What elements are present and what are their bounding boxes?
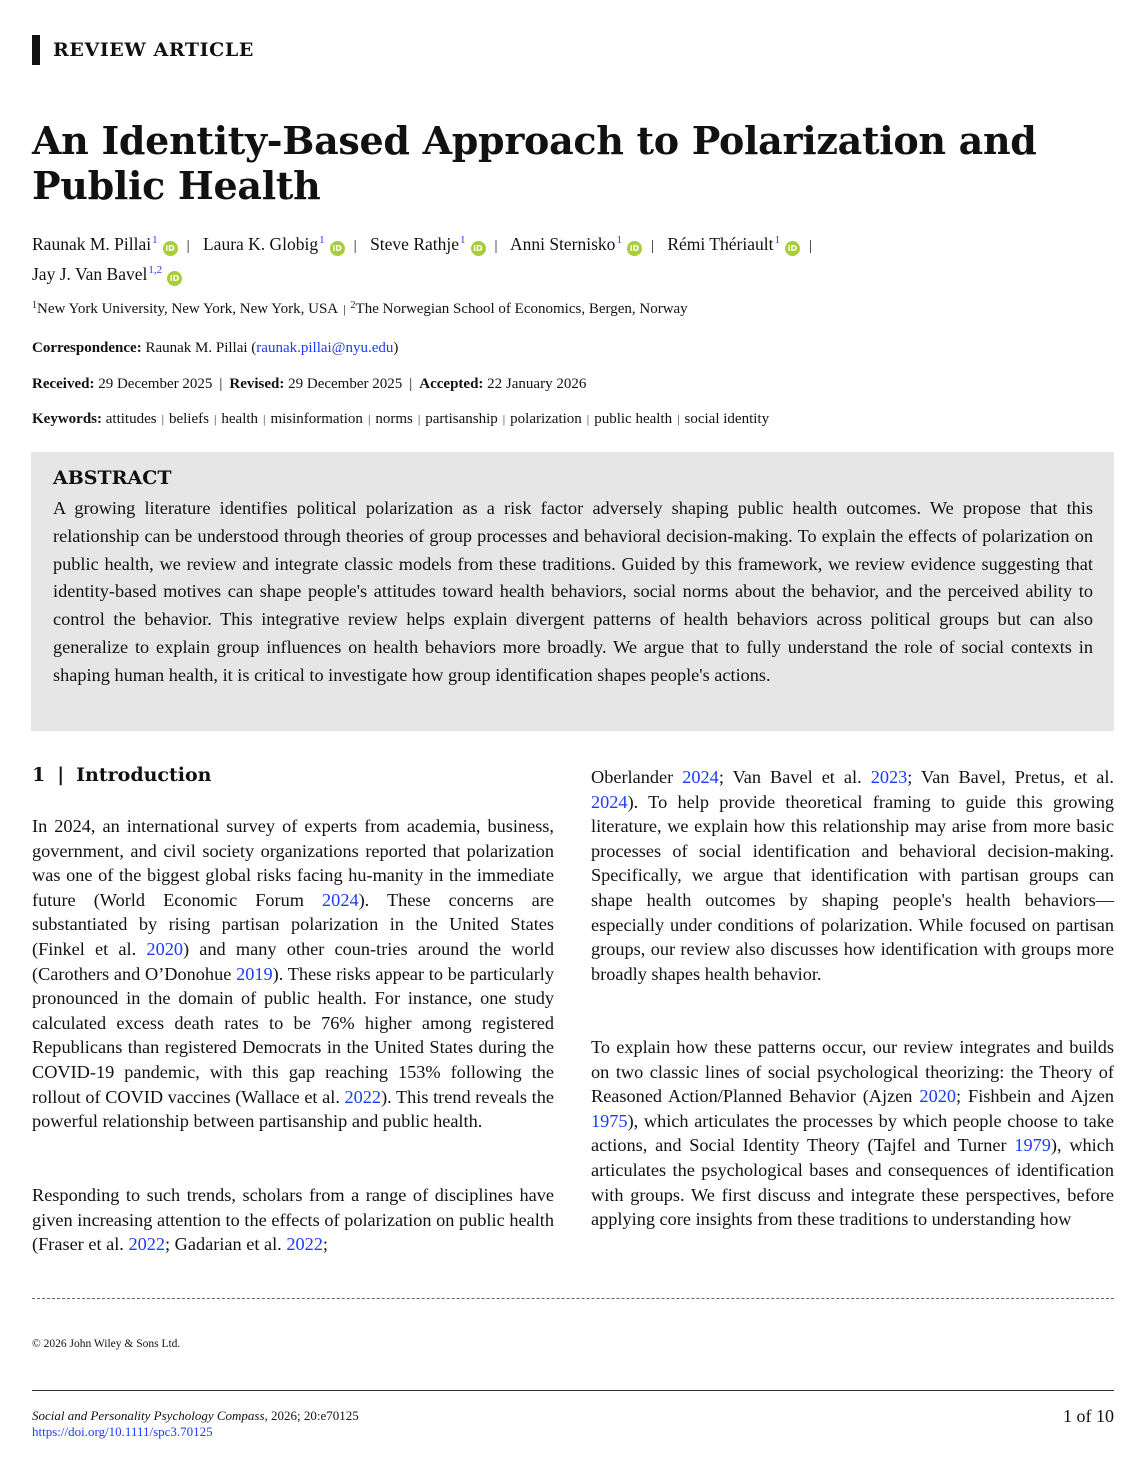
citation-link[interactable]: 2024 — [682, 767, 719, 787]
abstract-box — [31, 452, 1114, 731]
author — [32, 264, 182, 284]
abstract-text: A growing literature identifies political polarization as a risk factor adversely shaping public health outcomes. We propose that this relationship can be understood through theories of group processes and behavioral decision-making. To explain the effects of polarization on public health, we review and integrate classic models from these traditions. Guided by this framework, we review evidence suggesting that identity-based motives can shape people's attitudes toward health behaviors, social norms about the behavior, and the perceived ability to control the behavior. This integrative review helps explain divergent patterns of health behaviors across political groups but can also generalize to explain group influences on health behaviors more broadly. We argue that to fully understand the role of social contexts in shaping human health, it is critical to investigate how group identification shapes people's actions. — [53, 498, 1093, 685]
correspondence-label: Correspondence: — [32, 340, 142, 356]
affiliation-ref[interactable]: 1,2 — [148, 264, 163, 276]
author-name: Raunak M. Pillai — [32, 234, 152, 254]
separator: | — [409, 376, 413, 392]
affiliation-ref[interactable]: 1 — [319, 234, 325, 246]
citation-link[interactable]: 2020 — [919, 1086, 956, 1107]
accepted-date: 22 January 2026 — [487, 376, 587, 392]
body-text: ; Van Bavel et al. — [718, 767, 871, 787]
keyword: attitudes — [105, 411, 157, 427]
body-text: ), which articulates the psychological bases and consequences of identification with groups. We first discuss and integrate these perspectives, before applying core insights from these traditions to understanding how — [591, 1135, 1115, 1230]
received-date: 29 December 2025 — [98, 376, 213, 392]
separator: | — [213, 412, 217, 426]
body-text: ), which articulates the processes by which people choose to take actions, and Social Identity Theory (Tajfel and Turner — [591, 1110, 1114, 1156]
citation-link[interactable]: 2022 — [128, 1234, 166, 1255]
separator: | — [161, 412, 164, 426]
keywords-label: Keywords: — [32, 411, 102, 427]
footnote-divider — [32, 1298, 1114, 1299]
keyword: norms — [375, 411, 413, 427]
orcid-icon[interactable]: iD — [163, 241, 178, 256]
affiliation-number: 2 — [350, 300, 356, 311]
separator: | — [808, 238, 812, 254]
keyword: health — [221, 411, 259, 427]
keyword: social identity — [684, 411, 770, 427]
citation-link[interactable]: 1975 — [591, 1110, 628, 1131]
keyword: partisanship — [425, 411, 498, 427]
citation-link[interactable]: 2019 — [236, 963, 273, 984]
affiliation-ref[interactable]: 1 — [774, 234, 780, 246]
affiliation-text: The Norwegian School of Economics, Bergen, Norway — [355, 301, 688, 317]
citation-link[interactable]: 2022 — [344, 1086, 382, 1107]
orcid-icon[interactable]: iD — [167, 271, 182, 286]
keyword: polarization — [510, 411, 582, 427]
article-type-banner — [32, 34, 254, 66]
separator: | — [650, 238, 654, 254]
body-text: In 2024, an international survey of experts from academia, business, government, and civil society organizations reported that polarization was one of the biggest global risks facing hu-manity in the immediate future (World Economic Forum — [32, 816, 554, 910]
body-text: To explain how these patterns occur, our review integrates and builds on two classic lines of social psychological theorizing: the Theory of Reasoned Action/Planned Behavior (Ajzen — [591, 1037, 1114, 1107]
author — [510, 234, 642, 254]
orcid-icon[interactable]: iD — [785, 241, 800, 256]
affiliation-text: New York University, New York, New York, USA — [37, 301, 339, 317]
body-text: Responding to such trends, scholars from a range of disciplines have given increasing attention to the effects of polarization on public health (Fraser et al. — [32, 1185, 554, 1255]
affiliation-ref[interactable]: 1 — [616, 234, 622, 246]
body-text: ). These risks appear to be particularly pronounced in the domain of public health. For instance, one study calculated excess death rates to be 76% higher among registered Republicans than registered Democrats in the United States during the COVID-19 pandemic, with this gap reaching 153% following the rollout of COVID vaccines (Wallace et al. — [32, 963, 554, 1107]
keywords — [32, 411, 769, 428]
separator: | — [343, 302, 346, 316]
author-list — [32, 228, 1112, 286]
journal-citation — [32, 1408, 359, 1440]
section-heading — [32, 764, 211, 786]
author-name: Rémi Thériault — [667, 234, 774, 254]
citation-link[interactable]: 2024 — [322, 889, 359, 910]
affiliations — [32, 300, 688, 318]
separator: | — [502, 412, 506, 426]
section-number: 1 — [32, 764, 46, 786]
page-number: 1 of 10 — [1063, 1406, 1114, 1426]
orcid-icon[interactable]: iD — [330, 241, 345, 256]
keyword: beliefs — [168, 411, 209, 427]
separator: | — [57, 764, 65, 786]
citation-link[interactable]: 1979 — [1014, 1135, 1051, 1156]
body-text: ; Fishbein and Ajzen — [955, 1086, 1114, 1107]
article-dates — [32, 376, 586, 393]
orcid-icon[interactable]: iD — [471, 241, 486, 256]
orcid-icon[interactable]: iD — [627, 241, 642, 256]
doi-link[interactable]: https://doi.org/10.1111/spc3.70125 — [32, 1424, 213, 1439]
citation-link[interactable]: 2023 — [870, 767, 908, 787]
separator: | — [263, 412, 266, 426]
journal-volume: , 2026; 20:e70125 — [264, 1408, 359, 1423]
article-type-label: REVIEW ARTICLE — [53, 39, 254, 61]
separator: | — [186, 238, 190, 254]
correspondence-email-link[interactable]: raunak.pillai@nyu.edu — [256, 340, 394, 356]
body-text: ; — [322, 1234, 328, 1255]
revised-date: 29 December 2025 — [288, 376, 403, 392]
correspondence: Correspondence: Raunak M. Pillai (raunak.pillai@nyu.edu) — [32, 340, 399, 356]
section-title: Introduction — [76, 764, 212, 786]
body-text: ). To help provide theoretical framing to guide this growing literature, we explain how this relationship may arise from more basic processes of social identification and behavioral decision-making. Specifically, we argue that identification with partisan groups can shape health outcomes by shaping people's health behaviors—especially under conditions of polarization. While focused on partisan groups, our review also discusses how identification with groups more broadly shapes health behavior. — [591, 791, 1114, 984]
body-paragraph — [591, 1035, 1114, 1232]
author-name: Laura K. Globig — [202, 234, 319, 254]
separator: | — [586, 412, 590, 426]
separator: | — [367, 412, 371, 426]
body-text: ) and many other coun-tries around the world (Carothers and O’Donohue — [32, 938, 555, 984]
affiliation-ref[interactable]: 1 — [460, 234, 466, 246]
separator: | — [677, 412, 680, 426]
received-label: Received: — [32, 376, 95, 392]
author — [667, 234, 800, 254]
separator: | — [353, 238, 357, 254]
abstract-heading: ABSTRACT — [53, 467, 172, 489]
body-paragraph — [32, 814, 554, 1134]
article-title: An Identity-Based Approach to Polarization and Public Health — [32, 118, 1037, 208]
keyword: misinformation — [270, 411, 363, 427]
keyword: public health — [594, 411, 673, 427]
body-paragraph — [32, 1183, 554, 1257]
body-text: ). This trend reveals the powerful relationship between partisanship and public health. — [32, 1086, 554, 1132]
revised-label: Revised: — [229, 376, 285, 392]
body-text: ; Gadarian et al. — [165, 1234, 287, 1255]
body-paragraph — [591, 765, 1114, 986]
author-name: Steve Rathje — [370, 234, 459, 254]
footer-divider — [32, 1390, 1114, 1391]
affiliation-number: 1 — [32, 300, 37, 311]
author — [370, 234, 485, 254]
article-type-bar — [32, 35, 40, 65]
affiliation-ref[interactable]: 1 — [152, 234, 158, 246]
copyright: © 2026 John Wiley & Sons Ltd. — [32, 1338, 181, 1350]
author-name: Jay J. Van Bavel — [32, 264, 148, 284]
body-text: Oberlander — [591, 767, 683, 787]
citation-link[interactable]: 2020 — [146, 938, 183, 959]
accepted-label: Accepted: — [419, 376, 484, 392]
separator: | — [417, 412, 421, 426]
body-text: ). These concerns are substantiated by rising partisan polarization in the United States (Finkel et al. — [32, 889, 554, 959]
body-text: ; Van Bavel, Pretus, et al. — [907, 767, 1114, 787]
citation-link[interactable]: 2024 — [591, 791, 628, 812]
correspondence-name: Raunak M. Pillai — [145, 340, 248, 356]
author-name: Anni Sternisko — [509, 234, 616, 254]
separator: | — [494, 238, 498, 254]
journal-name: Social and Personality Psychology Compass — [32, 1408, 265, 1423]
author — [32, 234, 178, 254]
author — [203, 234, 345, 254]
citation-link[interactable]: 2022 — [286, 1234, 323, 1255]
separator: | — [219, 376, 223, 392]
